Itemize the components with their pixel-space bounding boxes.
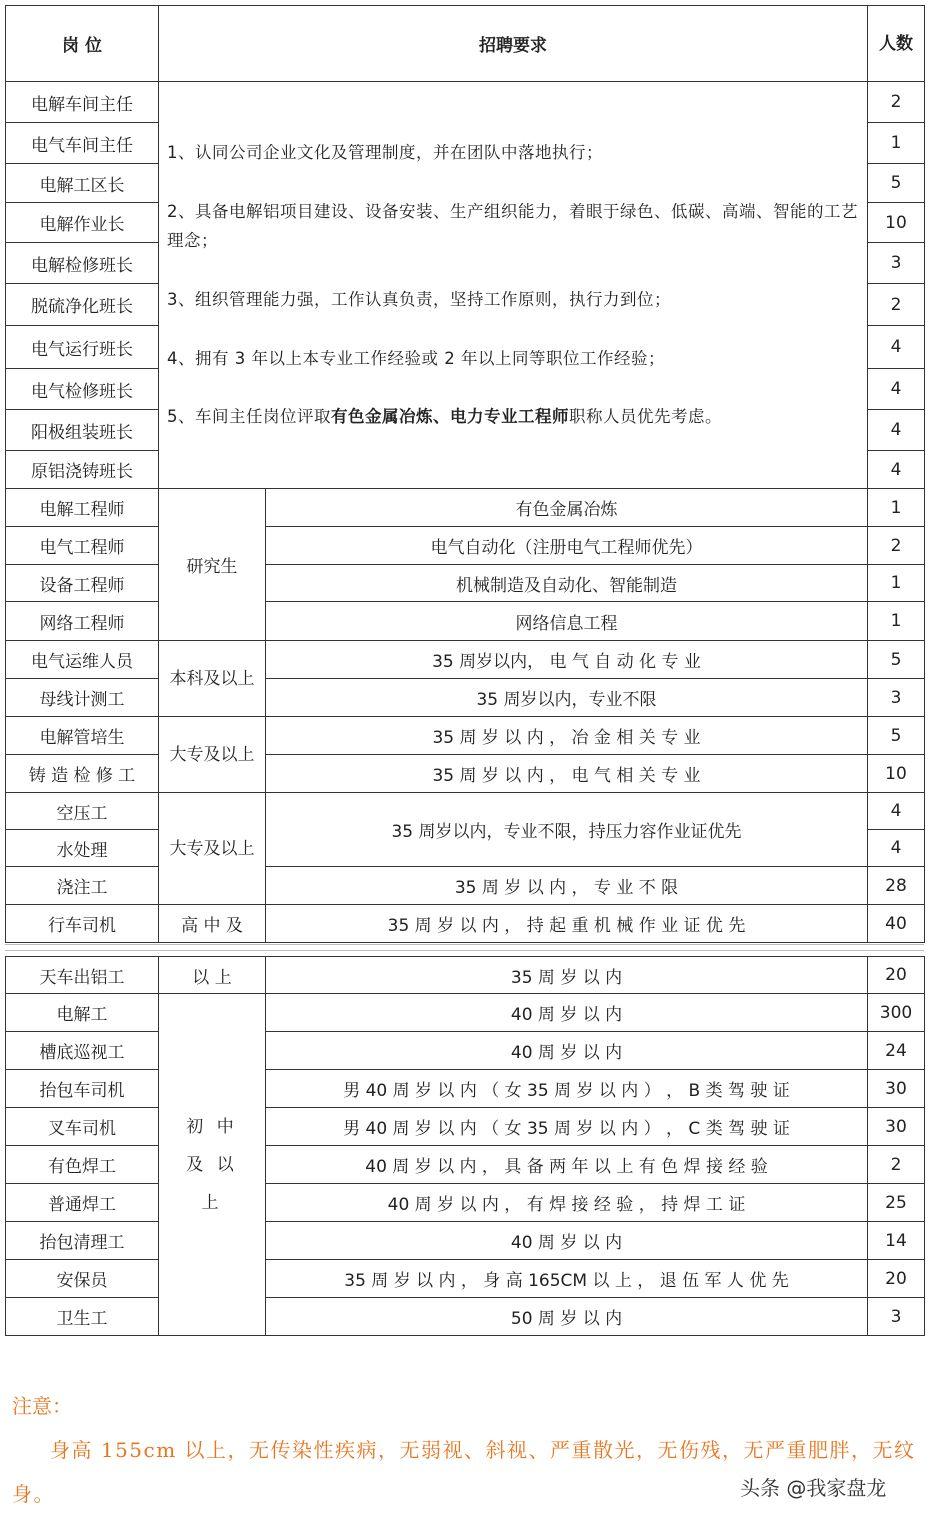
recruitment-table-bottom — [5, 956, 925, 1336]
table-row — [6, 1260, 925, 1298]
count-cell: 5 — [868, 717, 925, 755]
count-cell: 10 — [868, 755, 925, 793]
table-row — [6, 1032, 925, 1070]
requirement-cell: 电气自动化（注册电气工程师优先） — [266, 527, 868, 565]
table-row — [6, 1184, 925, 1222]
workshop-requirements-cell — [159, 82, 868, 489]
table-row — [6, 717, 925, 755]
watermark: 头条 @我家盘龙 — [740, 1476, 887, 1500]
position-cell: 浇注工 — [6, 867, 159, 905]
count-cell: 3 — [868, 1298, 925, 1336]
position-cell: 水处理 — [6, 830, 159, 867]
table-row — [6, 1298, 925, 1336]
position-cell: 网络工程师 — [6, 602, 159, 641]
header-position: 岗 位 — [6, 6, 159, 82]
table-row — [6, 527, 925, 565]
count-cell: 14 — [868, 1222, 925, 1260]
count-cell: 1 — [868, 565, 925, 602]
requirement-cell: 35 周岁以内，专业不限 — [266, 679, 868, 717]
position-cell: 电解工程师 — [6, 489, 159, 527]
count-cell: 1 — [868, 489, 925, 527]
position-cell: 电气检修班长 — [6, 369, 159, 410]
requirement-cell: 35 周 岁 以 内 ， 电 气 相 关 专 业 — [266, 755, 868, 793]
page-break-line — [5, 950, 924, 951]
count-cell: 1 — [868, 602, 925, 641]
table-row — [6, 489, 925, 527]
education-graduate: 研究生 — [159, 489, 266, 641]
count-cell: 4 — [868, 830, 925, 867]
table-row — [6, 82, 925, 123]
requirement-cell: 40 周 岁 以 内 — [266, 1032, 868, 1070]
count-cell: 28 — [868, 867, 925, 905]
position-cell: 电气运维人员 — [6, 641, 159, 679]
position-cell: 有色焊工 — [6, 1146, 159, 1184]
table-row — [6, 867, 925, 905]
table-header-row — [6, 6, 925, 82]
position-cell: 电解管培生 — [6, 717, 159, 755]
count-cell: 4 — [868, 410, 925, 451]
table-row — [6, 1070, 925, 1108]
count-cell: 2 — [868, 82, 925, 123]
note-title: 注意： — [12, 1394, 72, 1418]
requirement-cell: 男 40 周 岁 以 内 （ 女 35 周 岁 以 内 ） ， C 类 驾 驶 证 — [266, 1108, 868, 1146]
requirement-cell: 40 周 岁 以 内 — [266, 1222, 868, 1260]
position-cell: 设备工程师 — [6, 565, 159, 602]
count-cell: 4 — [868, 369, 925, 410]
education-college-a: 大专及以上 — [159, 717, 266, 793]
position-cell: 行车司机 — [6, 905, 159, 943]
table-row — [6, 1108, 925, 1146]
requirement-cell: 50 周 岁 以 内 — [266, 1298, 868, 1336]
education-college-b: 大专及以上 — [159, 793, 266, 905]
education-highschool-part1: 高 中 及 — [159, 905, 266, 943]
count-cell: 4 — [868, 451, 925, 489]
count-cell: 25 — [868, 1184, 925, 1222]
page-break-line — [5, 944, 924, 945]
note-body: 身高 155cm 以上，无传染性疾病，无弱视、斜视、严重散光，无伤残，无严重肥胖，无纹身。 — [12, 1438, 916, 1506]
requirement-cell: 35 周 岁 以 内 — [266, 957, 868, 994]
count-cell: 30 — [868, 1070, 925, 1108]
count-cell: 300 — [868, 994, 925, 1032]
requirement-cell: 男 40 周 岁 以 内 （ 女 35 周 岁 以 内 ） ， B 类 驾 驶 证 — [266, 1070, 868, 1108]
header-requirements: 招聘要求 — [159, 6, 868, 82]
requirement-cell: 35 周 岁 以 内 ， 冶 金 相 关 专 业 — [266, 717, 868, 755]
recruitment-table-top — [5, 5, 925, 943]
count-cell: 3 — [868, 679, 925, 717]
table-row — [6, 679, 925, 717]
requirement-cell: 40 周 岁 以 内 ， 具 备 两 年 以 上 有 色 焊 接 经 验 — [266, 1146, 868, 1184]
count-cell: 20 — [868, 957, 925, 994]
position-cell: 阳极组装班长 — [6, 410, 159, 451]
position-cell: 电气工程师 — [6, 527, 159, 565]
requirement-cell: 35 周 岁 以 内 ， 专 业 不 限 — [266, 867, 868, 905]
requirement-cell: 35 周岁以内， 电 气 自 动 化 专 业 — [266, 641, 868, 679]
position-cell: 母线计测工 — [6, 679, 159, 717]
requirement-line-2: 2、具备电解铝项目建设、设备安装、生产组织能力，着眼于绿色、低碳、高端、智能的工艺理念； — [167, 201, 858, 251]
position-cell: 铸 造 检 修 工 — [6, 755, 159, 793]
requirement-cell-shared: 35 周岁以内，专业不限，持压力容作业证优先 — [266, 793, 868, 867]
table-row — [6, 1222, 925, 1260]
table-row — [6, 565, 925, 602]
count-cell: 10 — [868, 203, 925, 243]
position-cell: 抬包车司机 — [6, 1070, 159, 1108]
position-cell: 脱硫净化班长 — [6, 284, 159, 326]
position-cell: 普通焊工 — [6, 1184, 159, 1222]
position-cell: 抬包清理工 — [6, 1222, 159, 1260]
count-cell: 30 — [868, 1108, 925, 1146]
count-cell: 24 — [868, 1032, 925, 1070]
requirement-line-5-pre: 5、车间主任岗位评取 — [167, 407, 331, 427]
requirement-cell: 35 周 岁 以 内 ， 身 高 165CM 以 上 ， 退 伍 军 人 优 先 — [266, 1260, 868, 1298]
count-cell: 5 — [868, 641, 925, 679]
education-junior: 初 中 及 以 上 — [159, 994, 266, 1336]
position-cell: 电气运行班长 — [6, 326, 159, 369]
table-row — [6, 957, 925, 994]
education-highschool-part2: 以 上 — [159, 957, 266, 994]
requirement-line-5 — [167, 402, 861, 432]
requirement-cell: 有色金属冶炼 — [266, 489, 868, 527]
position-cell: 叉车司机 — [6, 1108, 159, 1146]
position-cell: 电解工 — [6, 994, 159, 1032]
requirement-cell: 35 周 岁 以 内 ， 持 起 重 机 械 作 业 证 优 先 — [266, 905, 868, 943]
requirement-cell: 40 周 岁 以 内 ， 有 焊 接 经 验 ， 持 焊 工 证 — [266, 1184, 868, 1222]
position-cell: 安保员 — [6, 1260, 159, 1298]
count-cell: 2 — [868, 1146, 925, 1184]
requirement-line-5-bold: 有色金属冶炼、电力专业工程师 — [331, 407, 569, 427]
position-cell: 槽底巡视工 — [6, 1032, 159, 1070]
position-cell: 电解车间主任 — [6, 82, 159, 123]
count-cell: 2 — [868, 284, 925, 326]
requirement-line-1: 1、认同公司企业文化及管理制度，并在团队中落地执行； — [167, 143, 603, 163]
table-row — [6, 641, 925, 679]
position-cell: 天车出铝工 — [6, 957, 159, 994]
count-cell: 4 — [868, 793, 925, 830]
position-cell: 原铝浇铸班长 — [6, 451, 159, 489]
count-cell: 3 — [868, 243, 925, 284]
table-row — [6, 602, 925, 641]
education-bachelor: 本科及以上 — [159, 641, 266, 717]
count-cell: 20 — [868, 1260, 925, 1298]
count-cell: 2 — [868, 527, 925, 565]
position-cell: 电解检修班长 — [6, 243, 159, 284]
requirement-cell: 40 周 岁 以 内 — [266, 994, 868, 1032]
count-cell: 1 — [868, 123, 925, 164]
requirement-line-5-post: 职称人员优先考虑。 — [569, 407, 722, 427]
count-cell: 40 — [868, 905, 925, 943]
requirement-line-3: 3、组织管理能力强，工作认真负责，坚持工作原则，执行力到位； — [167, 290, 671, 309]
header-count: 人数 — [868, 6, 925, 82]
position-cell: 电解作业长 — [6, 203, 159, 243]
position-cell: 空压工 — [6, 793, 159, 830]
count-cell: 4 — [868, 326, 925, 369]
table-row — [6, 905, 925, 943]
table-row — [6, 1146, 925, 1184]
table-row — [6, 793, 925, 830]
count-cell: 5 — [868, 164, 925, 203]
table-row — [6, 994, 925, 1032]
requirement-line-4: 4、拥有 3 年以上本专业工作经验或 2 年以上同等职位工作经验； — [167, 348, 665, 368]
position-cell: 电气车间主任 — [6, 123, 159, 164]
table-row — [6, 755, 925, 793]
requirement-cell: 网络信息工程 — [266, 602, 868, 641]
position-cell: 电解工区长 — [6, 164, 159, 203]
requirement-cell: 机械制造及自动化、智能制造 — [266, 565, 868, 602]
position-cell: 卫生工 — [6, 1298, 159, 1336]
